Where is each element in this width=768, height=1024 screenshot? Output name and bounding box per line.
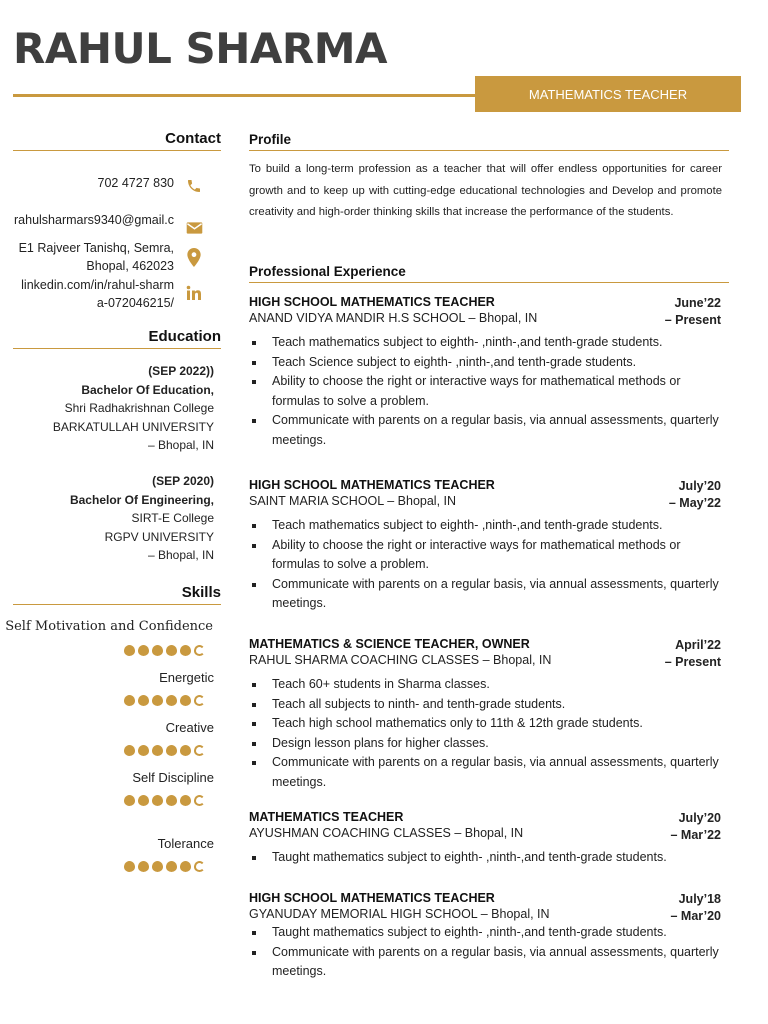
education-university: BARKATULLAH UNIVERSITY [52, 419, 214, 434]
rating-dot-empty [194, 861, 205, 872]
skill-name: Self Motivation and Confidence [5, 619, 213, 634]
rating-dot-filled [138, 745, 149, 756]
rating-dot-filled [180, 695, 191, 706]
job-date-start: April’22 [675, 638, 721, 652]
job-duties [249, 333, 721, 450]
job-dates [671, 891, 722, 925]
rating-dot-empty [194, 645, 205, 656]
candidate-name: RAHUL SHARMA [13, 24, 388, 73]
skill-name: Tolerance [157, 836, 214, 851]
job-duty-item: Teach mathematics subject to eighth- ,ninth-,and tenth-grade students. [249, 333, 721, 353]
job-duty-item: Communicate with parents on a regular basis, via annual assessments, quarterly meetings. [249, 753, 721, 792]
job-date-end: – Present [664, 313, 721, 327]
rating-dot-filled [166, 695, 177, 706]
education-college: SIRT-E College [131, 511, 214, 525]
rating-dot-filled [138, 695, 149, 706]
job-date-start: July’20 [678, 811, 721, 825]
rating-dot-filled [124, 861, 135, 872]
job-duty-item: Communicate with parents on a regular basis, via annual assessments, quarterly meetings. [249, 411, 721, 450]
job-date-end: – Mar’20 [670, 909, 721, 923]
job-organization: GYANUDAY MEMORIAL HIGH SCHOOL – Bhopal, IN [249, 907, 550, 921]
job-dates [671, 810, 722, 844]
education-university: RGPV UNIVERSITY [104, 529, 214, 544]
profile-summary: To build a long-term profession as a teacher that will offer endless opportunities for career growth and to keep up with cutting-edge educational technologies and Develop and promote creativity and high-order thinking skills that increase the performance of the students. [249, 163, 722, 218]
job-duty-item: Taught mathematics subject to eighth- ,ninth-,and tenth-grade students. [249, 848, 721, 868]
job-dates [669, 478, 721, 512]
experience-section [249, 264, 729, 283]
job-dates [665, 637, 721, 671]
rating-dot-filled [152, 861, 163, 872]
job-role-banner [475, 76, 741, 112]
job-organization: ANAND VIDYA MANDIR H.S SCHOOL – Bhopal, IN [249, 311, 538, 325]
job-duty-item: Communicate with parents on a regular basis, via annual assessments, quarterly meetings. [249, 943, 721, 982]
job-duty-item: Teach Science subject to eighth- ,ninth-,and tenth-grade students. [249, 353, 721, 373]
rating-dot-empty [194, 695, 205, 706]
skill-rating [124, 745, 205, 756]
rating-dot-filled [180, 795, 191, 806]
contact-heading: Contact [13, 130, 221, 151]
rating-dot-filled [152, 695, 163, 706]
rating-dot-filled [180, 745, 191, 756]
education-heading: Education [13, 328, 221, 349]
experience-item [249, 295, 721, 450]
job-date-end: – Mar’22 [670, 828, 721, 842]
education-location: – Bhopal, IN [147, 548, 214, 562]
rating-dot-filled [180, 645, 191, 656]
rating-dot-filled [138, 861, 149, 872]
rating-dot-filled [166, 645, 177, 656]
contact-address [13, 239, 221, 275]
address-line-1: E1 Rajveer Tanishq, Semra, [18, 241, 174, 255]
experience-item [249, 891, 721, 982]
contact-section [13, 130, 221, 151]
linkedin-line-2[interactable]: a-072046215/ [96, 296, 174, 310]
job-duties [249, 675, 721, 792]
rating-dot-filled [152, 745, 163, 756]
skills-section [13, 584, 221, 605]
job-title: HIGH SCHOOL MATHEMATICS TEACHER [249, 295, 495, 309]
job-duties [249, 516, 721, 614]
rating-dot-filled [138, 645, 149, 656]
rating-dot-filled [124, 645, 135, 656]
job-date-end: – May’22 [668, 496, 721, 510]
skill-name: Creative [165, 720, 214, 735]
education-degree: Bachelor Of Education, [81, 382, 214, 397]
skill-rating [124, 695, 205, 706]
experience-item [249, 810, 721, 868]
rating-dot-filled [166, 861, 177, 872]
job-duty-item: Teach all subjects to ninth- and tenth-grade students. [249, 695, 721, 715]
job-date-end: – Present [664, 655, 721, 669]
linkedin-icon [185, 284, 203, 302]
header-divider [13, 94, 475, 97]
experience-item [249, 478, 721, 614]
education-item [13, 472, 214, 565]
experience-item [249, 637, 721, 792]
education-degree: Bachelor Of Engineering, [69, 492, 214, 507]
rating-dot-filled [166, 795, 177, 806]
profile-heading: Profile [249, 132, 729, 151]
skill-name: Energetic [159, 670, 214, 685]
contact-linkedin [13, 276, 221, 312]
education-item [13, 362, 214, 455]
rating-dot-filled [166, 745, 177, 756]
phone-icon [185, 177, 203, 195]
job-duties [249, 848, 721, 868]
job-role-label: MATHEMATICS TEACHER [528, 86, 688, 102]
address-line-2: Bhopal, 462023 [86, 259, 174, 273]
job-organization: SAINT MARIA SCHOOL – Bhopal, IN [249, 494, 457, 508]
education-section [13, 328, 221, 349]
job-title: HIGH SCHOOL MATHEMATICS TEACHER [249, 478, 495, 492]
rating-dot-filled [152, 795, 163, 806]
rating-dot-filled [124, 695, 135, 706]
rating-dot-filled [124, 745, 135, 756]
job-date-start: July’20 [678, 479, 721, 493]
job-duty-item: Ability to choose the right or interactive ways for mathematical methods or formulas to solve a problem. [249, 536, 721, 575]
rating-dot-filled [124, 795, 135, 806]
job-date-start: July’18 [678, 892, 721, 906]
email-text[interactable]: rahulsharmars9340@gmail.c [14, 213, 174, 227]
job-organization: RAHUL SHARMA COACHING CLASSES – Bhopal, IN [249, 653, 552, 667]
profile-section [249, 132, 729, 224]
rating-dot-filled [180, 861, 191, 872]
job-organization: AYUSHMAN COACHING CLASSES – Bhopal, IN [249, 826, 524, 840]
job-duties [249, 923, 721, 982]
education-college: Shri Radhakrishnan College [64, 401, 214, 415]
linkedin-line-1[interactable]: linkedin.com/in/rahul-sharm [21, 278, 174, 292]
job-title: MATHEMATICS & SCIENCE TEACHER, OWNER [249, 637, 530, 651]
job-duty-item: Communicate with parents on a regular basis, via annual assessments, quarterly meetings. [249, 575, 721, 614]
experience-heading: Professional Experience [249, 264, 729, 283]
phone-text: 702 4727 830 [97, 176, 174, 190]
skill-rating [124, 861, 205, 872]
rating-dot-filled [152, 645, 163, 656]
education-date: (SEP 2022)) [148, 364, 214, 378]
rating-dot-empty [194, 745, 205, 756]
job-duty-item: Teach high school mathematics only to 11th & 12th grade students. [249, 714, 721, 734]
job-title: HIGH SCHOOL MATHEMATICS TEACHER [249, 891, 495, 905]
skills-heading: Skills [13, 584, 221, 605]
email-icon [185, 219, 203, 237]
job-duty-item: Teach 60+ students in Sharma classes. [249, 675, 721, 695]
job-duty-item: Ability to choose the right or interactive ways for mathematical methods or formulas to solve a problem. [249, 372, 721, 411]
job-dates [665, 295, 721, 329]
skill-rating [124, 645, 205, 656]
rating-dot-filled [138, 795, 149, 806]
job-duty-item: Teach mathematics subject to eighth- ,ninth-,and tenth-grade students. [249, 516, 721, 536]
job-title: MATHEMATICS TEACHER [249, 810, 404, 824]
location-pin-icon [185, 248, 203, 266]
rating-dot-empty [194, 795, 205, 806]
skill-rating [124, 795, 205, 806]
education-date: (SEP 2020) [152, 474, 214, 488]
contact-phone [13, 174, 221, 210]
education-location: – Bhopal, IN [147, 438, 214, 452]
job-duty-item: Taught mathematics subject to eighth- ,ninth-,and tenth-grade students. [249, 923, 721, 943]
skill-name: Self Discipline [132, 770, 214, 785]
job-duty-item: Design lesson plans for higher classes. [249, 734, 721, 754]
job-date-start: June’22 [674, 296, 721, 310]
